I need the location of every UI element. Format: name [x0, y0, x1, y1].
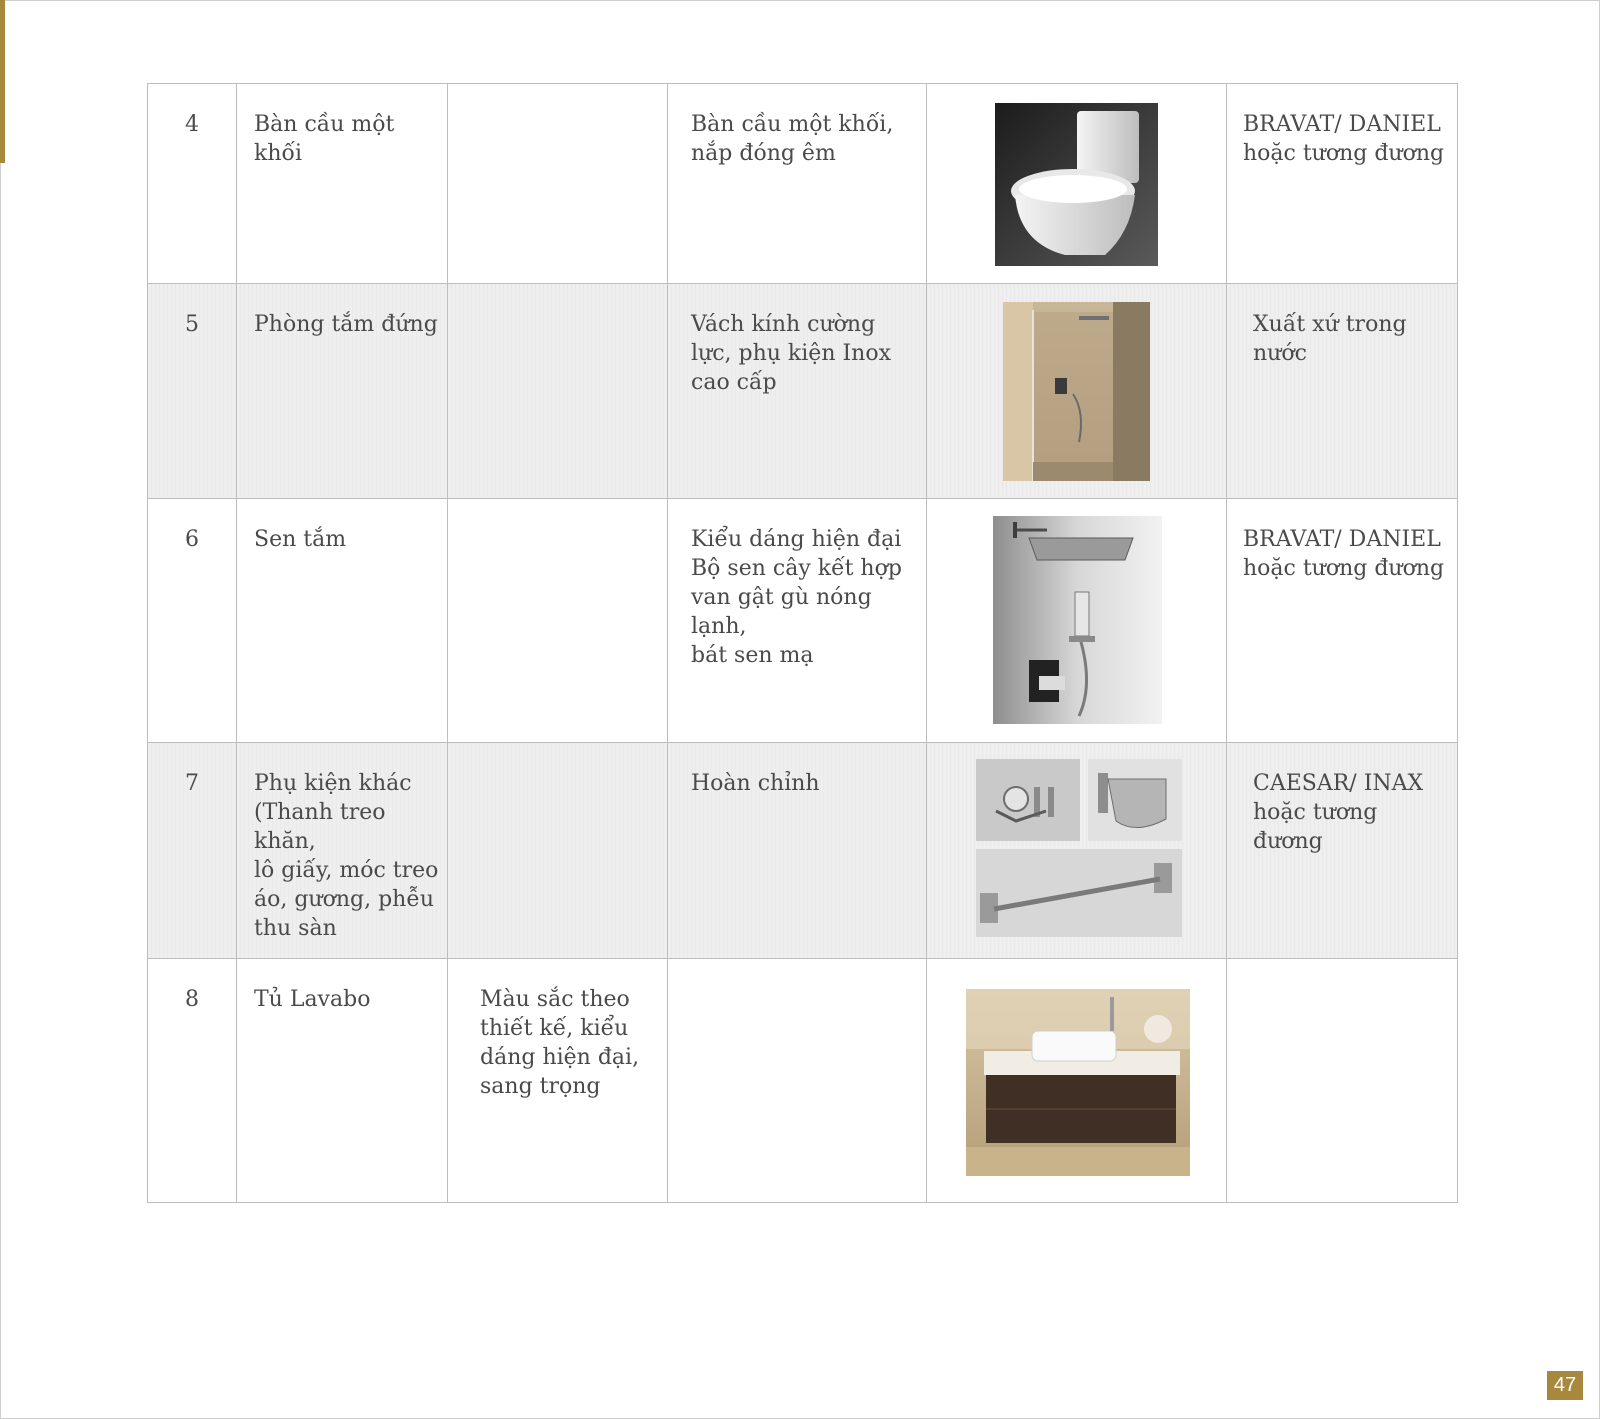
- page-number: 47: [1547, 1371, 1583, 1400]
- item-name: Phụ kiện khác (Thanh treo khăn, lô giấy, móc treo áo, gương, phễu thu sàn: [237, 743, 448, 959]
- row-number: 8: [148, 959, 237, 1203]
- item-material: [448, 499, 668, 743]
- item-description: Vách kính cường lực, phụ kiện Inox cao cấp: [668, 284, 927, 499]
- accessories-image: [976, 759, 1182, 937]
- row-number: 4: [148, 84, 237, 284]
- item-image-cell: [927, 743, 1227, 959]
- item-brand: BRAVAT/ DANIEL hoặc tương đương: [1227, 499, 1458, 743]
- spec-table: [147, 83, 1458, 1203]
- item-name: Bàn cầu một khối: [237, 84, 448, 284]
- item-material: [448, 284, 668, 499]
- vanity-image: [966, 989, 1190, 1176]
- item-brand: Xuất xứ trong nước: [1227, 284, 1458, 499]
- toilet-image: [995, 103, 1158, 266]
- row-number: 5: [148, 284, 237, 499]
- table-row: [148, 743, 1458, 959]
- item-name: Sen tắm: [237, 499, 448, 743]
- item-brand: BRAVAT/ DANIEL hoặc tương đương: [1227, 84, 1458, 284]
- item-material: Màu sắc theo thiết kế, kiểu dáng hiện đại, sang trọng: [448, 959, 668, 1203]
- item-image-cell: [927, 84, 1227, 284]
- item-material: [448, 743, 668, 959]
- table-row: [148, 499, 1458, 743]
- item-image-cell: [927, 499, 1227, 743]
- table-row: [148, 284, 1458, 499]
- accent-bar: [0, 0, 5, 163]
- item-brand: CAESAR/ INAX hoặc tương đương: [1227, 743, 1458, 959]
- item-image-cell: [927, 959, 1227, 1203]
- item-name: Tủ Lavabo: [237, 959, 448, 1203]
- item-image-cell: [927, 284, 1227, 499]
- item-description: Bàn cầu một khối, nắp đóng êm: [668, 84, 927, 284]
- shower-set-image: [993, 516, 1162, 724]
- item-brand: [1227, 959, 1458, 1203]
- row-number: 6: [148, 499, 237, 743]
- shower-room-image: [1003, 302, 1150, 481]
- item-name: Phòng tắm đứng: [237, 284, 448, 499]
- table-row: [148, 84, 1458, 284]
- item-description: [668, 959, 927, 1203]
- item-material: [448, 84, 668, 284]
- table-row: [148, 959, 1458, 1203]
- item-description: Hoàn chỉnh: [668, 743, 927, 959]
- item-description: Kiểu dáng hiện đại Bộ sen cây kết hợp van gật gù nóng lạnh, bát sen mạ: [668, 499, 927, 743]
- row-number: 7: [148, 743, 237, 959]
